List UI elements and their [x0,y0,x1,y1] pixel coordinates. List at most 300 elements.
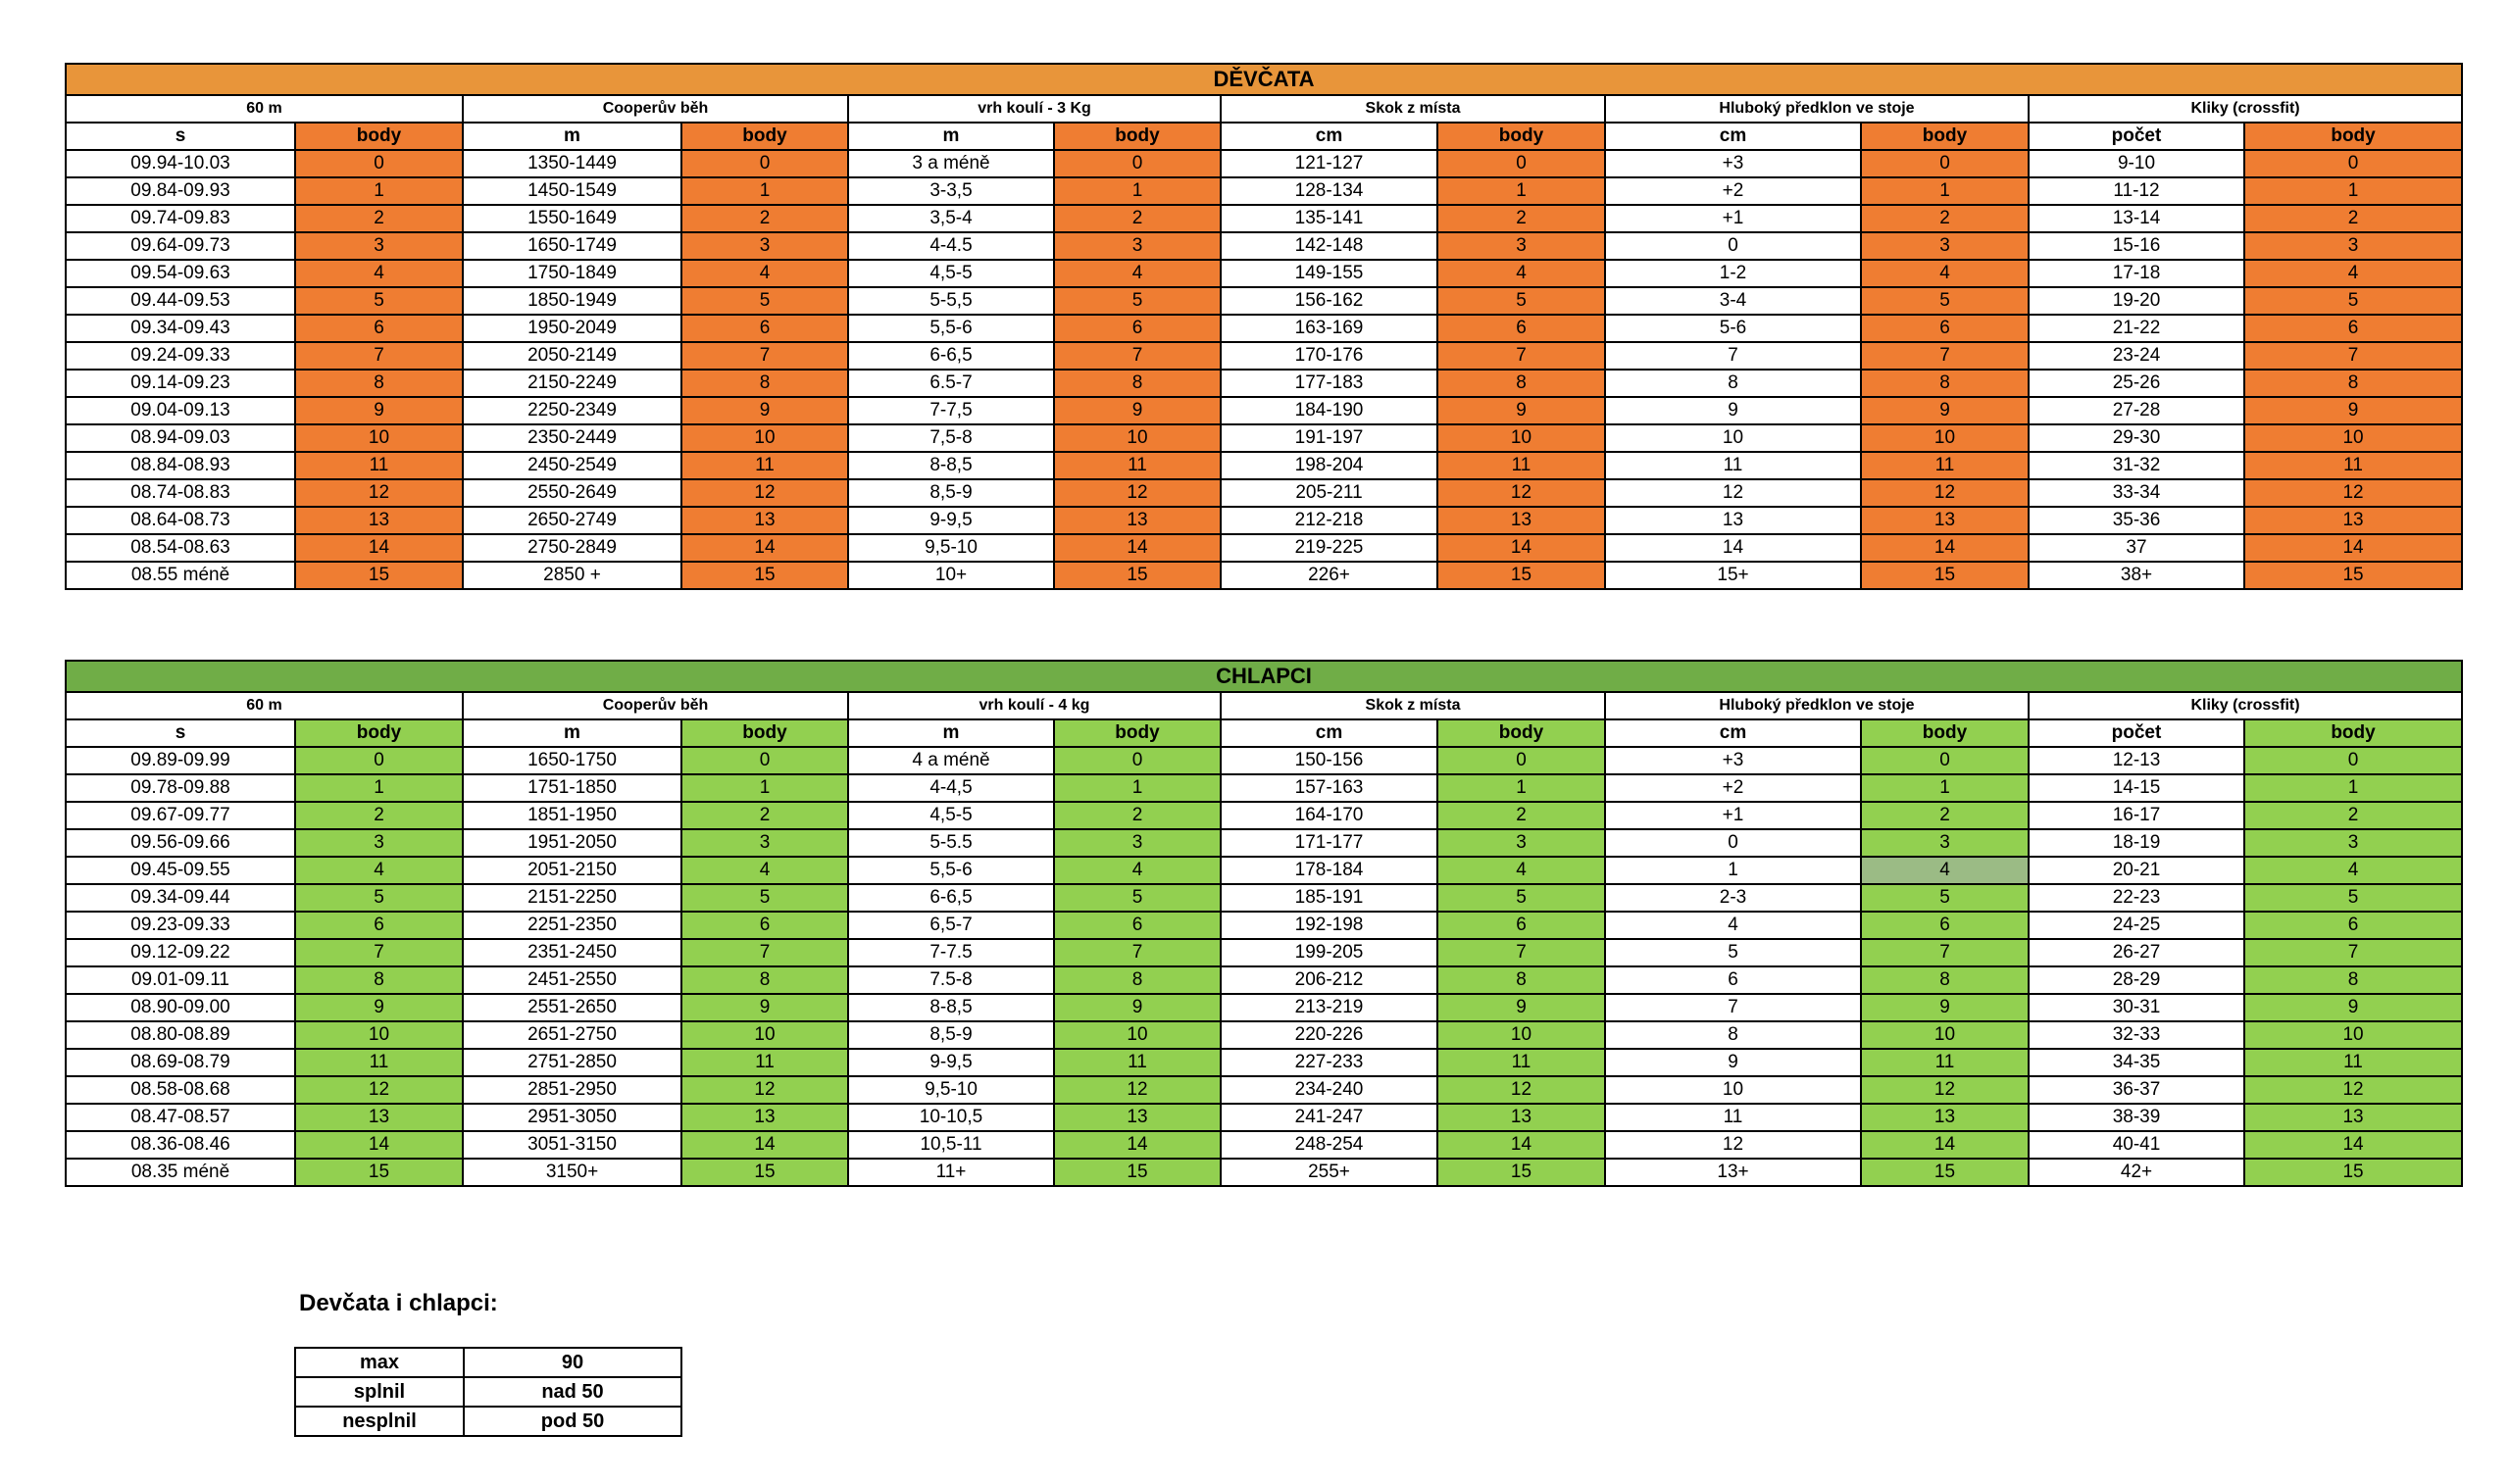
points-cell: 1 [2244,177,2462,205]
value-cell: 142-148 [1221,232,1437,260]
table-row [66,260,2462,287]
girls-title: DĚVČATA [66,64,2462,95]
points-cell: 15 [2244,1159,2462,1186]
value-cell: 2050-2149 [463,342,681,370]
value-cell: 2850 + [463,562,681,589]
table-row [66,370,2462,397]
boys-title: CHLAPCI [66,661,2462,692]
value-cell: 2251-2350 [463,912,681,939]
value-cell: 4,5-5 [848,260,1054,287]
value-cell: 156-162 [1221,287,1437,315]
summary-table [294,1347,682,1437]
points-header: body [295,719,463,747]
value-cell: 192-198 [1221,912,1437,939]
boys-title-row [66,661,2462,692]
value-cell: 10,5-11 [848,1131,1054,1159]
points-cell: 9 [2244,397,2462,424]
girls-title-row [66,64,2462,95]
points-header: body [2244,719,2462,747]
points-cell: 8 [1861,370,2029,397]
points-header: body [2244,123,2462,150]
points-cell: 0 [295,150,463,177]
value-cell: 2651-2750 [463,1021,681,1049]
value-cell: 09.54-09.63 [66,260,295,287]
points-cell: 4 [1054,857,1221,884]
unit-header: cm [1605,123,1861,150]
points-cell: 8 [681,966,848,994]
points-cell: 4 [681,857,848,884]
value-cell: 184-190 [1221,397,1437,424]
points-cell: 6 [1861,315,2029,342]
value-cell: 6,5-7 [848,912,1054,939]
points-cell: 11 [1054,1049,1221,1076]
points-cell: 15 [1861,1159,2029,1186]
table-row [66,397,2462,424]
value-cell: 213-219 [1221,994,1437,1021]
value-cell: 08.74-08.83 [66,479,295,507]
value-cell: 10-10,5 [848,1104,1054,1131]
table-row [66,177,2462,205]
points-cell: 13 [681,507,848,534]
value-cell: +3 [1605,747,1861,774]
points-cell: 14 [2244,534,2462,562]
points-cell: 11 [2244,1049,2462,1076]
points-cell: 7 [2244,342,2462,370]
points-cell: 3 [1861,232,2029,260]
value-cell: 09.94-10.03 [66,150,295,177]
points-cell: 15 [681,1159,848,1186]
value-cell: 30-31 [2029,994,2244,1021]
points-cell: 12 [1054,479,1221,507]
points-cell: 0 [1861,150,2029,177]
value-cell: 241-247 [1221,1104,1437,1131]
value-cell: 2250-2349 [463,397,681,424]
value-cell: 2351-2450 [463,939,681,966]
value-cell: 09.56-09.66 [66,829,295,857]
points-cell: 6 [681,912,848,939]
value-cell: 2150-2249 [463,370,681,397]
table-row [66,1076,2462,1104]
value-cell: 09.12-09.22 [66,939,295,966]
points-cell: 5 [295,884,463,912]
points-cell: 0 [295,747,463,774]
points-cell: 13 [1861,1104,2029,1131]
value-cell: 3-4 [1605,287,1861,315]
value-cell: 19-20 [2029,287,2244,315]
value-cell: 128-134 [1221,177,1437,205]
points-cell: 15 [1861,562,2029,589]
points-cell: 3 [681,829,848,857]
points-cell: 11 [681,452,848,479]
points-cell: 15 [1054,1159,1221,1186]
value-cell: 8-8,5 [848,994,1054,1021]
value-cell: 08.84-08.93 [66,452,295,479]
table-row [66,562,2462,589]
table-row [66,1159,2462,1186]
summary-label: nesplnil [295,1407,464,1436]
points-cell: 2 [295,205,463,232]
value-cell: 5,5-6 [848,315,1054,342]
value-cell: 2750-2849 [463,534,681,562]
points-cell: 0 [681,747,848,774]
points-cell: 13 [1437,1104,1605,1131]
value-cell: 2550-2649 [463,479,681,507]
value-cell: 1951-2050 [463,829,681,857]
points-cell: 5 [1861,884,2029,912]
value-cell: 09.23-09.33 [66,912,295,939]
points-cell: 2 [1054,205,1221,232]
value-cell: 09.14-09.23 [66,370,295,397]
value-cell: 6 [1605,966,1861,994]
points-cell: 10 [1437,1021,1605,1049]
points-cell: 9 [1054,994,1221,1021]
value-cell: 1650-1750 [463,747,681,774]
value-cell: 3150+ [463,1159,681,1186]
value-cell: 8,5-9 [848,1021,1054,1049]
points-cell: 1 [1861,177,2029,205]
value-cell: 10+ [848,562,1054,589]
unit-header: počet [2029,719,2244,747]
value-cell: 38-39 [2029,1104,2244,1131]
points-header: body [1437,123,1605,150]
points-cell: 12 [2244,479,2462,507]
value-cell: 255+ [1221,1159,1437,1186]
points-cell: 6 [295,912,463,939]
boys-score-table [65,660,2463,1187]
value-cell: 191-197 [1221,424,1437,452]
value-cell: 2851-2950 [463,1076,681,1104]
points-cell: 14 [1861,1131,2029,1159]
points-cell: 9 [2244,994,2462,1021]
value-cell: 9,5-10 [848,534,1054,562]
points-cell: 7 [295,939,463,966]
points-cell: 0 [1054,150,1221,177]
value-cell: 34-35 [2029,1049,2244,1076]
points-cell: 11 [1054,452,1221,479]
value-cell: 1450-1549 [463,177,681,205]
points-cell: 6 [1054,315,1221,342]
points-cell: 0 [1054,747,1221,774]
points-cell: 2 [681,802,848,829]
points-cell: 3 [681,232,848,260]
points-cell: 7 [1054,939,1221,966]
points-cell: 9 [295,397,463,424]
points-cell: 10 [1861,424,2029,452]
points-cell: 5 [1054,884,1221,912]
value-cell: 157-163 [1221,774,1437,802]
points-cell: 14 [1437,534,1605,562]
value-cell: 178-184 [1221,857,1437,884]
discipline-header: Hluboký předklon ve stoje [1605,95,2029,123]
points-cell: 14 [1437,1131,1605,1159]
value-cell: 11 [1605,452,1861,479]
value-cell: 2051-2150 [463,857,681,884]
value-cell: 2-3 [1605,884,1861,912]
value-cell: 205-211 [1221,479,1437,507]
value-cell: 12-13 [2029,747,2244,774]
points-cell: 7 [1437,939,1605,966]
table-row [66,747,2462,774]
points-cell: 11 [295,452,463,479]
points-cell: 10 [1054,424,1221,452]
points-cell: 8 [295,966,463,994]
summary-value: nad 50 [464,1377,681,1407]
value-cell: 09.34-09.43 [66,315,295,342]
points-cell: 11 [1861,452,2029,479]
value-cell: 185-191 [1221,884,1437,912]
points-cell: 6 [295,315,463,342]
points-cell: 10 [2244,424,2462,452]
points-cell: 10 [1437,424,1605,452]
value-cell: 206-212 [1221,966,1437,994]
value-cell: 164-170 [1221,802,1437,829]
value-cell: 198-204 [1221,452,1437,479]
points-cell: 5 [1437,884,1605,912]
value-cell: 08.80-08.89 [66,1021,295,1049]
value-cell: 09.89-09.99 [66,747,295,774]
table-row [66,857,2462,884]
table-row [66,232,2462,260]
points-cell: 10 [681,424,848,452]
points-cell: 5 [1861,287,2029,315]
points-cell: 9 [295,994,463,1021]
value-cell: 09.84-09.93 [66,177,295,205]
points-cell: 12 [1437,479,1605,507]
value-cell: 5,5-6 [848,857,1054,884]
discipline-header: Skok z místa [1221,692,1605,719]
table-row [66,479,2462,507]
points-cell: 15 [2244,562,2462,589]
value-cell: 2451-2550 [463,966,681,994]
points-cell: 13 [2244,507,2462,534]
value-cell: 5-6 [1605,315,1861,342]
points-cell: 7 [1437,342,1605,370]
points-cell: 8 [1861,966,2029,994]
points-cell: 3 [1054,829,1221,857]
points-cell: 14 [1861,534,2029,562]
value-cell: 29-30 [2029,424,2244,452]
girls-table-body [66,64,2462,589]
points-cell: 15 [295,1159,463,1186]
value-cell: 121-127 [1221,150,1437,177]
points-cell: 5 [681,287,848,315]
points-cell: 1 [1861,774,2029,802]
unit-header-row [66,123,2462,150]
value-cell: 9 [1605,1049,1861,1076]
points-cell: 7 [1861,342,2029,370]
summary-row [295,1377,681,1407]
points-cell: 5 [295,287,463,315]
points-cell: 4 [1437,857,1605,884]
value-cell: 0 [1605,232,1861,260]
value-cell: 13+ [1605,1159,1861,1186]
value-cell: +2 [1605,177,1861,205]
value-cell: 3051-3150 [463,1131,681,1159]
points-cell: 3 [1054,232,1221,260]
points-cell: 3 [1437,829,1605,857]
points-cell: 7 [295,342,463,370]
points-cell: 8 [2244,966,2462,994]
value-cell: 220-226 [1221,1021,1437,1049]
value-cell: +2 [1605,774,1861,802]
value-cell: 7-7.5 [848,939,1054,966]
points-cell: 9 [1861,397,2029,424]
value-cell: 42+ [2029,1159,2244,1186]
summary-row [295,1407,681,1436]
points-cell: 13 [2244,1104,2462,1131]
value-cell: 4,5-5 [848,802,1054,829]
points-cell: 13 [1054,507,1221,534]
table-row [66,774,2462,802]
discipline-header: Kliky (crossfit) [2029,692,2462,719]
value-cell: 22-23 [2029,884,2244,912]
points-cell: 1 [295,177,463,205]
summary-value: pod 50 [464,1407,681,1436]
value-cell: 1 [1605,857,1861,884]
value-cell: 09.45-09.55 [66,857,295,884]
table-row [66,424,2462,452]
points-cell: 2 [1861,205,2029,232]
table-row [66,1131,2462,1159]
unit-header: m [463,719,681,747]
value-cell: 24-25 [2029,912,2244,939]
value-cell: 23-24 [2029,342,2244,370]
points-cell: 10 [1861,1021,2029,1049]
value-cell: 25-26 [2029,370,2244,397]
points-cell: 12 [1861,479,2029,507]
points-cell: 13 [681,1104,848,1131]
points-cell: 1 [295,774,463,802]
value-cell: 1650-1749 [463,232,681,260]
discipline-header: 60 m [66,692,463,719]
girls-score-table [65,63,2463,590]
points-cell: 10 [295,1021,463,1049]
value-cell: 170-176 [1221,342,1437,370]
boys-table-body [66,661,2462,1186]
value-cell: 31-32 [2029,452,2244,479]
value-cell: 08.55 méně [66,562,295,589]
value-cell: 1850-1949 [463,287,681,315]
points-cell: 15 [295,562,463,589]
value-cell: 14 [1605,534,1861,562]
points-cell: 12 [1054,1076,1221,1104]
points-header: body [1054,719,1221,747]
value-cell: 09.24-09.33 [66,342,295,370]
points-cell: 2 [295,802,463,829]
points-cell: 1 [681,177,848,205]
value-cell: 248-254 [1221,1131,1437,1159]
points-cell: 0 [681,150,848,177]
value-cell: +3 [1605,150,1861,177]
value-cell: 234-240 [1221,1076,1437,1104]
points-cell: 13 [295,507,463,534]
points-cell: 14 [295,534,463,562]
value-cell: 5-5,5 [848,287,1054,315]
points-cell: 5 [2244,884,2462,912]
points-cell: 10 [295,424,463,452]
points-header: body [295,123,463,150]
value-cell: 09.64-09.73 [66,232,295,260]
value-cell: 3,5-4 [848,205,1054,232]
value-cell: 219-225 [1221,534,1437,562]
value-cell: 2551-2650 [463,994,681,1021]
value-cell: 1750-1849 [463,260,681,287]
value-cell: 26-27 [2029,939,2244,966]
points-cell: 2 [1437,205,1605,232]
points-cell: 15 [681,562,848,589]
value-cell: 227-233 [1221,1049,1437,1076]
points-cell: 1 [1437,774,1605,802]
value-cell: 09.44-09.53 [66,287,295,315]
points-cell: 12 [681,1076,848,1104]
points-cell: 3 [2244,232,2462,260]
points-header: body [1054,123,1221,150]
discipline-header: Cooperův běh [463,95,848,123]
value-cell: 10 [1605,1076,1861,1104]
points-cell: 3 [1861,829,2029,857]
points-cell: 2 [1437,802,1605,829]
points-cell: 4 [681,260,848,287]
points-cell: 1 [1054,774,1221,802]
points-cell: 11 [1861,1049,2029,1076]
value-cell: 09.01-09.11 [66,966,295,994]
value-cell: 15+ [1605,562,1861,589]
points-cell: 9 [681,994,848,1021]
points-cell: 0 [2244,747,2462,774]
discipline-header: Hluboký předklon ve stoje [1605,692,2029,719]
points-cell: 0 [2244,150,2462,177]
value-cell: 0 [1605,829,1861,857]
points-cell: 6 [1054,912,1221,939]
table-row [66,452,2462,479]
value-cell: 9-9,5 [848,1049,1054,1076]
value-cell: 5-5.5 [848,829,1054,857]
points-cell: 15 [1437,562,1605,589]
points-cell: 4 [295,857,463,884]
value-cell: 9,5-10 [848,1076,1054,1104]
summary-row [295,1348,681,1377]
value-cell: 21-22 [2029,315,2244,342]
value-cell: 2350-2449 [463,424,681,452]
points-cell: 1 [2244,774,2462,802]
table-row [66,342,2462,370]
points-cell: 9 [681,397,848,424]
value-cell: 7,5-8 [848,424,1054,452]
points-cell: 8 [1054,966,1221,994]
value-cell: 226+ [1221,562,1437,589]
points-cell: 7 [681,939,848,966]
value-cell: 2751-2850 [463,1049,681,1076]
value-cell: 18-19 [2029,829,2244,857]
value-cell: 2450-2549 [463,452,681,479]
points-cell: 12 [681,479,848,507]
points-cell: 14 [1054,534,1221,562]
points-cell: 2 [2244,205,2462,232]
table-row [66,912,2462,939]
points-cell: 3 [1437,232,1605,260]
unit-header: cm [1221,123,1437,150]
value-cell: 08.54-08.63 [66,534,295,562]
points-cell: 4 [1861,857,2029,884]
value-cell: 177-183 [1221,370,1437,397]
points-cell: 8 [1437,370,1605,397]
unit-header-row [66,719,2462,747]
value-cell: 32-33 [2029,1021,2244,1049]
points-cell: 11 [1437,1049,1605,1076]
points-cell: 3 [295,829,463,857]
points-cell: 8 [681,370,848,397]
value-cell: 7-7,5 [848,397,1054,424]
